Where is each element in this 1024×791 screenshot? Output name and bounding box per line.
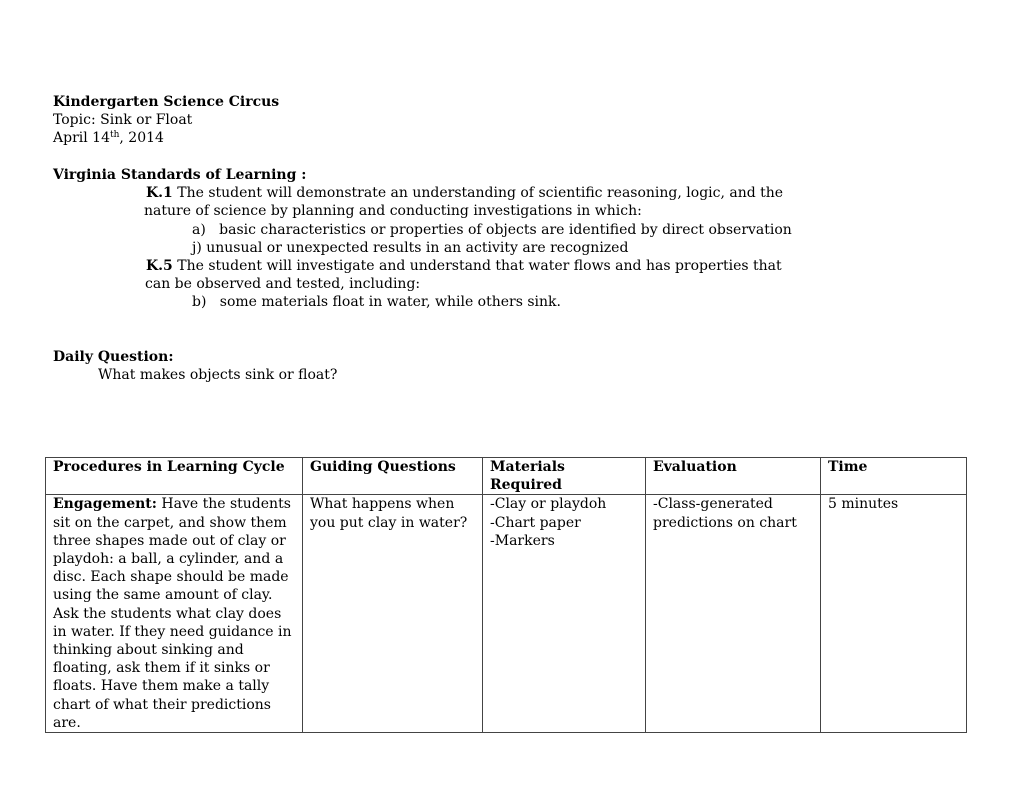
- standards-heading: Virginia Standards of Learning :: [53, 167, 307, 183]
- standard-k5-line1: [146, 257, 782, 275]
- date-ordinal-suffix: th: [109, 130, 120, 140]
- cell-materials: -Clay or playdoh -Chart paper -Markers: [483, 495, 646, 733]
- daily-question-heading: Daily Question:: [53, 349, 174, 365]
- topic-line: Topic: Sink or Float: [53, 112, 193, 128]
- learning-cycle-table: [45, 457, 967, 733]
- daily-question-text: What makes objects sink or float?: [98, 367, 338, 383]
- header-evaluation: Evaluation: [646, 458, 821, 495]
- table-header-row: [46, 458, 967, 495]
- date-line: [53, 129, 164, 147]
- procedure-description: Have the students sit on the carpet, and show them three shapes made out of clay or playdoh: a ball, a cylinder, and a disc. Each shape should be made using the same amount of clay. Ask the students what clay does in water. If they need guidance in thinking about sinking and floating, ask them if it sinks or floats. Have them make a tally chart of what their predictions are.: [53, 496, 292, 731]
- cell-guiding-question: What happens when you put clay in water?: [303, 495, 483, 733]
- standard-k5-text: The student will investigate and understand that water flows and has properties that: [172, 258, 782, 274]
- standard-k5-code: K.5: [146, 258, 173, 274]
- standard-k1-item-j: j) unusual or unexpected results in an activity are recognized: [192, 240, 629, 256]
- header-guiding-questions: Guiding Questions: [303, 458, 483, 495]
- standard-k5-line2: can be observed and tested, including:: [145, 276, 421, 292]
- header-materials: Materials Required: [483, 458, 646, 495]
- standard-k1-line2: nature of science by planning and conducting investigations in which:: [144, 203, 642, 219]
- standard-k1-line1: [146, 184, 783, 202]
- standard-k1-text: The student will demonstrate an understanding of scientific reasoning, logic, and the: [172, 185, 784, 201]
- date-year: , 2014: [119, 130, 164, 146]
- document-title: Kindergarten Science Circus: [53, 94, 280, 110]
- cell-procedure: [46, 495, 303, 733]
- cell-time: 5 minutes: [821, 495, 967, 733]
- standard-k1-code: K.1: [146, 185, 173, 201]
- standard-k1-item-a: a) basic characteristics or properties of objects are identified by direct observation: [192, 222, 792, 238]
- header-procedures: Procedures in Learning Cycle: [46, 458, 303, 495]
- cell-evaluation: -Class-generated predictions on chart: [646, 495, 821, 733]
- date-month-day: April 14: [53, 130, 110, 146]
- procedure-phase-label: Engagement:: [53, 496, 157, 513]
- header-time: Time: [821, 458, 967, 495]
- table-row: [46, 495, 967, 733]
- standard-k5-item-b: b) some materials float in water, while others sink.: [192, 294, 561, 310]
